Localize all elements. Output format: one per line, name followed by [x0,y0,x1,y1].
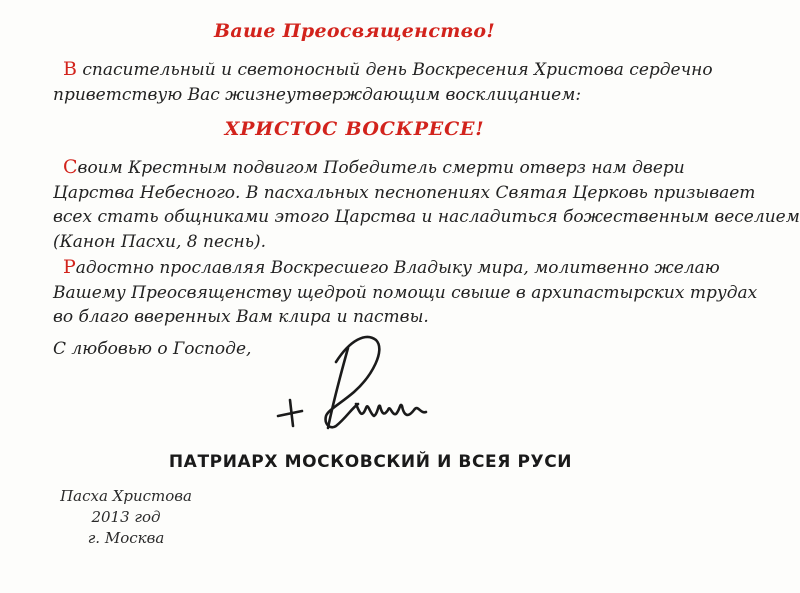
paragraph-text: воим Крестным подвигом Победитель смерти отверз нам двери [77,158,685,178]
paragraph-line: (Канон Пасхи, 8 песнь). [53,231,267,252]
paragraph-cross [53,155,800,254]
paragraph-greeting [53,57,713,107]
paragraph-line [63,57,713,83]
paragraph-line [63,255,720,281]
signature-cursive [356,404,426,416]
paragraph-line: Вашему Преосвященству щедрой помощи свыше в архипастырских трудах [53,282,758,303]
paragraph-line: всех стать общниками этого Царства и насладиться божественным веселием [53,207,800,227]
salutation-heading: Ваше Преосвященство! [214,20,495,42]
signature-cross-bar [278,411,302,416]
signature-cross-stem [290,400,293,426]
place-line: г. Москва [87,529,165,547]
paragraph-text: адостно прославляя Воскресшего Владыку мира, молитвенно желаю [75,258,720,278]
paschal-exclamation: ХРИСТОС ВОСКРЕСЕ! [224,118,485,140]
drop-capital: Р [63,256,76,278]
paragraph-line: во благо вверенных Вам клира и паствы. [53,307,429,327]
handwritten-signature [268,318,438,450]
drop-capital: В [63,58,77,80]
date-line: 2013 год [91,508,161,526]
signatory-title: ПАТРИАРХ МОСКОВСКИЙ И ВСЕЯ РУСИ [168,452,573,472]
paragraph-line: приветствую Вас жизнеутверждающим восклицанием: [53,84,582,105]
paragraph-line [63,155,685,181]
closing-phrase: С любовью о Господе, [53,339,252,359]
drop-capital: С [63,156,78,178]
paragraph-line: Царства Небесного. В пасхальных песнопениях Святая Церковь призывает [53,182,756,203]
date-place-block [0,486,252,549]
paragraph-text: спасительный и светоносный день Воскресения Христова сердечно [76,60,713,80]
date-line: Пасха Христова [60,487,192,505]
